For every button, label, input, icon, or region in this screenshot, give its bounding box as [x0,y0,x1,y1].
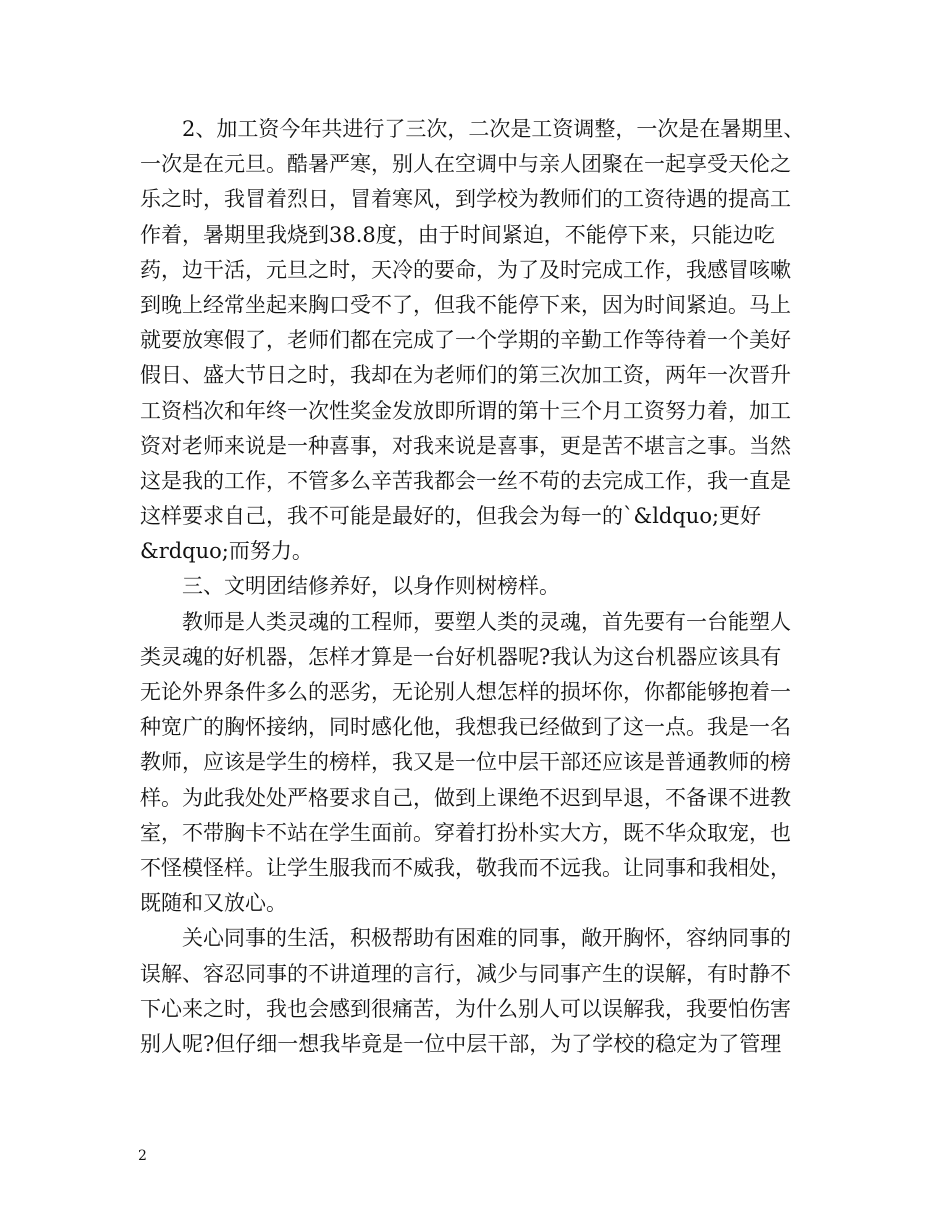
text-line: 作着，暑期里我烧到38.8度，由于时间紧迫，不能停下来，只能边吃 [140,222,775,247]
text-line: 这是我的工作，不管多么辛苦我都会一丝不苟的去完成工作，我一直是 [140,468,791,493]
text-line: 别人呢?但仔细一想我毕竟是一位中层干部，为了学校的稳定为了管理 [140,1031,782,1056]
text-line: &rdquo;而努力。 [140,539,313,564]
text-line: 无论外界条件多么的恶劣，无论别人想怎样的损坏你，你都能够抱着一 [140,680,791,704]
text-line: 类灵魂的好机器，怎样才算是一台好机器呢?我认为这台机器应该具有 [140,644,782,669]
body-text [140,112,820,1062]
text-line: 2、加工资今年共进行了三次，二次是工资调整，一次是在暑期里、 [182,117,805,141]
text-line: 不怪模怪样。让学生服我而不威我，敬我而不远我。让同事和我相处， [140,855,791,880]
text-line: 下心来之时，我也会感到很痛苦，为什么别人可以误解我，我要怕伤害 [140,996,791,1021]
text-line: 既随和又放心。 [140,891,287,916]
text-line: 室，不带胸卡不站在学生面前。穿着打扮朴实大方，既不华众取宠，也 [140,820,791,845]
section-heading: 三、文明团结修养好，以身作则树榜样。 [182,574,560,599]
text-line: 就要放寒假了，老师们都在完成了一个学期的辛勤工作等待着一个美好 [140,328,791,353]
text-line: 假日、盛大节日之时，我却在为老师们的第三次加工资，两年一次晋升 [140,363,791,388]
text-line: 样。为此我处处严格要求自己，做到上课绝不迟到早退，不备课不进教 [140,785,791,810]
text-line: 这样要求自己，我不可能是最好的，但我会为每一的`&ldquo;更好 [140,504,762,529]
text-line: 误解、容忍同事的不讲道理的言行，减少与同事产生的误解，有时静不 [140,961,791,986]
text-line: 药，边干活，元旦之时，天冷的要命，为了及时完成工作，我感冒咳嗽 [140,257,791,282]
page-number: 2 [138,1148,147,1164]
text-line: 工资档次和年终一次性奖金发放即所谓的第十三个月工资努力着，加工 [140,398,791,423]
text-line: 关心同事的生活，积极帮助有困难的同事，敞开胸怀，容纳同事的 [182,926,791,951]
text-line: 到晚上经常坐起来胸口受不了，但我不能停下来，因为时间紧迫。马上 [140,292,791,317]
text-line: 资对老师来说是一种喜事，对我来说是喜事，更是苦不堪言之事。当然 [140,433,791,458]
text-line: 种宽广的胸怀接纳，同时感化他，我想我已经做到了这一点。我是一名 [140,715,791,740]
text-line: 乐之时，我冒着烈日，冒着寒风，到学校为教师们的工资待遇的提高工 [140,187,791,212]
text-line: 一次是在元旦。酷暑严寒，别人在空调中与亲人团聚在一起享受天伦之 [140,152,791,177]
text-line: 教师是人类灵魂的工程师，要塑人类的灵魂，首先要有一台能塑人 [182,609,791,634]
text-line: 教师，应该是学生的榜样，我又是一位中层干部还应该是普通教师的榜 [140,750,791,775]
